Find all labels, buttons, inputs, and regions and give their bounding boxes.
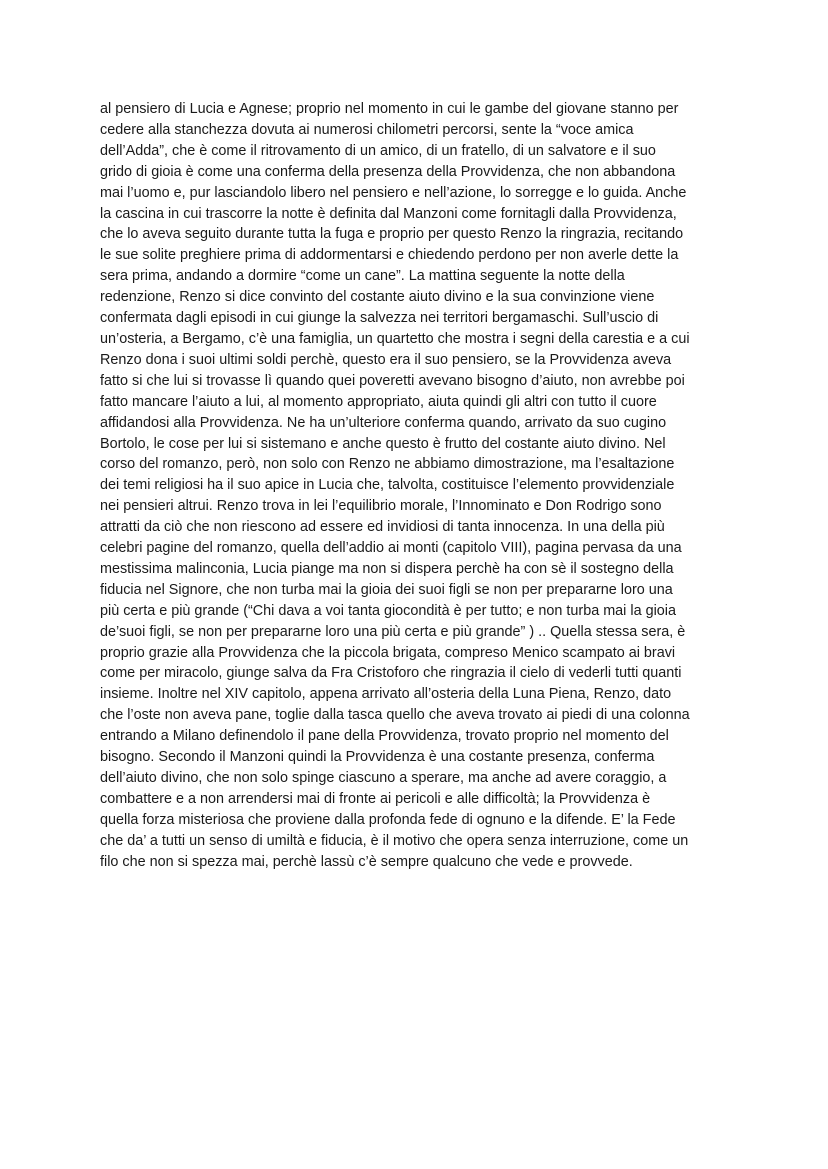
text-line: fiducia nel Signore, che non turba mai la gioia dei suoi figli se non per prepararne loro una xyxy=(100,581,673,598)
text-line: dei temi religiosi ha il suo apice in Lucia che, talvolta, costituisce l’elemento provvidenziale xyxy=(100,477,675,494)
text-line: dell’Adda”, che è come il ritrovamento di un amico, di un fratello, di un salvatore e il suo xyxy=(100,142,656,159)
text-line: affidandosi alla Provvidenza. Ne ha un’ulteriore conferma quando, arrivato da suo cugino xyxy=(100,414,667,431)
text-line: un’osteria, a Bergamo, c’è una famiglia, un quartetto che mostra i segni della carestia e a cui xyxy=(100,330,690,347)
text-line: insieme. Inoltre nel XIV capitolo, appena arrivato all’osteria della Luna Piena, Renzo, dato xyxy=(100,686,672,703)
text-line: de’suoi figli, se non per prepararne loro una più certa e più grande” ) .. Quella stessa sera, è xyxy=(100,623,686,640)
text-line: mestissima malinconia, Lucia piange ma non si dispera perchè ha con sè il sostegno della xyxy=(100,560,674,577)
text-line: la cascina in cui trascorre la notte è definita dal Manzoni come fornitagli dalla Provvidenza, xyxy=(100,205,677,222)
text-line: come per miracolo, giunge salva da Fra Cristoforo che ringrazia il cielo di vederli tutti quanti xyxy=(100,665,682,682)
text-line: filo che non si spezza mai, perchè lassù c’è sempre qualcuno che vede e provvede. xyxy=(100,853,633,870)
text-line: proprio grazie alla Provvidenza che la piccola brigata, compreso Menico scampato ai bravi xyxy=(100,644,676,661)
text-line: le sue solite preghiere prima di addormentarsi e chiedendo perdono per non averle dette la xyxy=(100,247,679,264)
text-line: celebri pagine del romanzo, quella dell’addio ai monti (capitolo VIII), pagina pervasa da una xyxy=(100,540,682,557)
text-line: entrando a Milano definendolo il pane della Provvidenza, trovato proprio nel momento del xyxy=(100,728,669,745)
text-line: che lo aveva seguito durante tutta la fuga e proprio per questo Renzo la ringrazia, recitando xyxy=(100,226,684,243)
text-line: dell’aiuto divino, che non solo spinge ciascuno a sperare, ma anche ad avere coraggio, a xyxy=(100,770,667,786)
text-line: grido di gioia è come una conferma della presenza della Provvidenza, che non abbandona xyxy=(100,163,676,180)
text-line: corso del romanzo, però, non solo con Renzo ne abbiamo dimostrazione, ma l’esaltazione xyxy=(100,456,675,473)
text-line: quella forza misteriosa che proviene dalla profonda fede di ognuno e la difende. E’ la Fede xyxy=(100,811,676,828)
text-line: cedere alla stanchezza dovuta ai numerosi chilometri percorsi, sente la “voce amica xyxy=(100,121,634,138)
text-line: fatto si che lui si trovasse lì quando quei poveretti avevano bisogno d’aiuto, non avrebbe poi xyxy=(100,372,685,389)
text-line: più certa e più grande (“Chi dava a voi tanta giocondità è per tutto; e non turba mai la gioia xyxy=(100,602,676,619)
text-line: fatto mancare l’aiuto a lui, al momento appropriato, aiuta quindi gli altri con tutto il cuore xyxy=(100,393,657,410)
text-line: che l’oste non aveva pane, toglie dalla tasca quello che aveva trovato ai piedi di una colonna xyxy=(100,707,690,724)
text-line: al pensiero di Lucia e Agnese; proprio nel momento in cui le gambe del giovane stanno per xyxy=(100,101,679,117)
text-line: redenzione, Renzo si dice convinto del costante aiuto divino e la sua convinzione viene xyxy=(100,289,655,306)
text-line: confermata dagli episodi in cui giunge la salvezza nei territori bergamaschi. Sull’uscio di xyxy=(100,310,659,327)
text-line: bisogno. Secondo il Manzoni quindi la Provvidenza è una costante presenza, conferma xyxy=(100,749,655,766)
text-line: nei pensieri altrui. Renzo trova in lei l’equilibrio morale, l’Innominato e Don Rodrigo sono xyxy=(100,498,662,515)
text-line: che da’ a tutti un senso di umiltà e fiducia, è il motivo che opera senza interruzione, come un xyxy=(100,832,689,849)
text-line: sera prima, andando a dormire “come un cane”. La mattina seguente la notte della xyxy=(100,268,625,285)
body-paragraph xyxy=(100,99,740,873)
text-line: Bortolo, le cose per lui si sistemano e anche questo è frutto del costante aiuto divino. Nel xyxy=(100,435,666,452)
text-line: combattere e a non arrendersi mai di fronte ai pericoli e alle difficoltà; la Provvidenza è xyxy=(100,790,651,807)
text-line: Renzo dona i suoi ultimi soldi perchè, questo era il suo pensiero, se la Provvidenza aveva xyxy=(100,351,672,368)
text-line: mai l’uomo e, pur lasciandolo libero nel pensiero e nell’azione, lo sorregge e lo guida. Anche xyxy=(100,184,687,201)
text-line: attratti da ciò che non riescono ad essere ed invidiosi di tanta innocenza. In una della più xyxy=(100,519,665,536)
